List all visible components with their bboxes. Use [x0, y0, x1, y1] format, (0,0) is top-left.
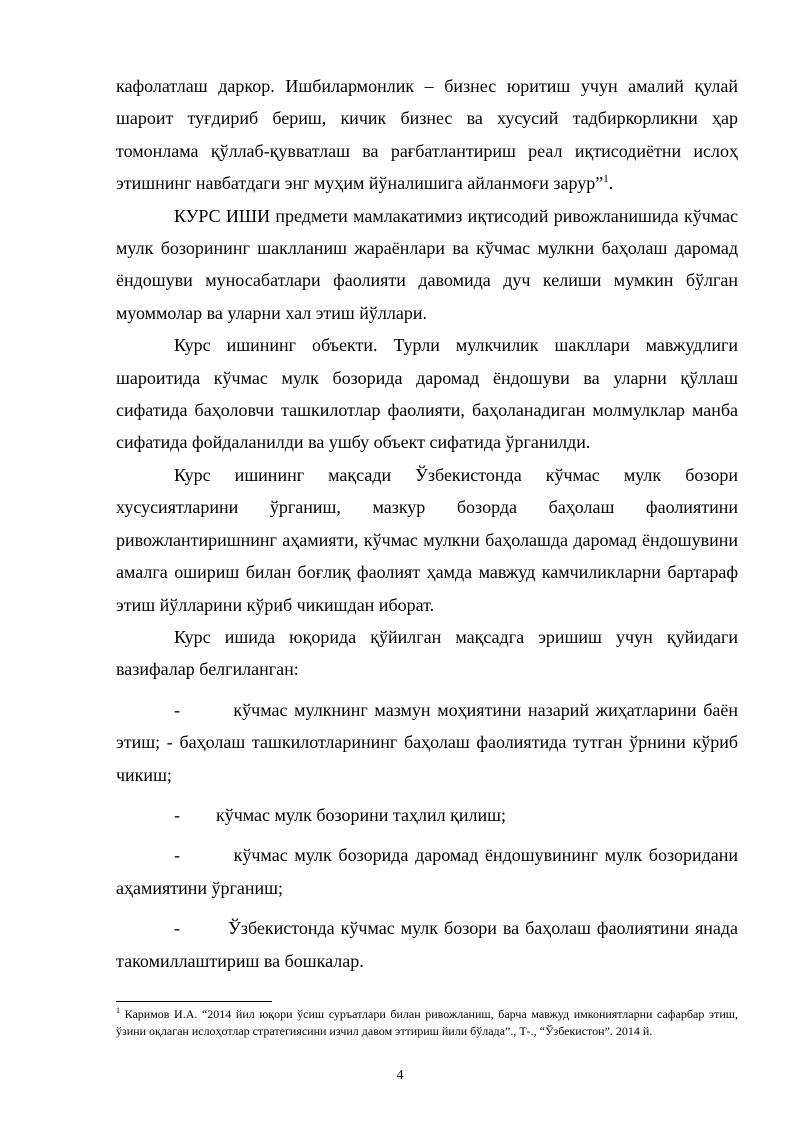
paragraph-1 — [116, 70, 738, 200]
footnote-reference[interactable]: 1 — [603, 173, 609, 186]
paragraph-1-end: . — [608, 173, 614, 194]
paragraph-4: Курс ишининг мақсади Ўзбекистонда кўчмас мулк бозори хусусиятларини ўрганиш, мазкур бозорда баҳолаш фаолиятини ривожлантиришнинг аҳамияти, кўчмас мулкни баҳолашда даромад ёндошувини амалга ошириш билан боғлиқ фаолият ҳамда мавжуд камчиликларни бартараф этиш йўлларини кўриб чикишдан иборат. — [116, 464, 738, 615]
body-text — [116, 70, 743, 977]
bullet-item: - кўчмас мулкнинг мазмун моҳиятини назарий жиҳатларини баён этиш; - баҳолаш ташкилотларининг баҳолаш фаолиятида тутган ўрнини кўриб чикиш; — [116, 699, 743, 785]
bullet-item: - Ўзбекистонда кўчмас мулк бозори ва баҳолаш фаолиятини янада такомиллаштириш ва бошкалар. — [116, 918, 743, 971]
bullet-item: - кўчмас мулк бозорини таҳлил қилиш; — [174, 804, 506, 825]
page-number: 4 — [396, 1068, 404, 1083]
paragraph-5: Курс ишида юқорида қўйилган мақсадга эришиш учун қуйидаги вазифалар белгиланган: — [116, 626, 738, 680]
footnote — [116, 1006, 738, 1040]
paragraph-3: Курс ишининг объекти. Турли мулкчилик шакллари мавжудлиги шароитида кўчмас мулк бозорида даромад ёндошуви ва уларни қўллаш сифатида баҳоловчи ташкилотлар фаолияти, баҳоланадиган молмулклар манба сифатида фойдаланилди ва ушбу объект сифатида ўрганилди. — [116, 335, 738, 453]
bullet-item: - кўчмас мулк бозорида даромад ёндошувининг мулк бозоридани аҳамиятини ўрганиш; — [116, 845, 743, 898]
footnote-text: Каримов И.А. “2014 йил юқори ўсиш суръатлари билан ривожланиш, барча мавжуд имкониятларни сафарбар этиш, ўзини оқлаган ислоҳотлар стратегиясини изчил давом эттириш йили бўлада”., Т-., “Ўзбекистон”. 2014 й. — [116, 1007, 738, 1038]
footnote-separator — [116, 1001, 272, 1002]
footnote-marker: 1 — [116, 1006, 120, 1015]
paragraph-2: КУРС ИШИ предмети мамлакатимиз иқтисодий ривожланишида кўчмас мулк бозорининг шаклланиш жараёнлари ва кўчмас мулкни баҳолаш даромад ёндошуви муносабатлари фаолияти давомида дуч келиши мумкин бўлган муоммолар ва уларни хал этиш йўллари. — [116, 205, 738, 323]
paragraph-1-text: кафолатлаш даркор. Ишбилармонлик – бизнес юритиш учун амалий қулай шароит туғдириб бериш, кичик бизнес ва хусусий тадбиркорликни ҳар томонлама қўллаб-қувватлаш ва рағбатлантириш реал иқтисодиётни ислоҳ этишнинг навбатдаги энг муҳим йўналишига айланмоғи зарур” — [116, 76, 738, 194]
